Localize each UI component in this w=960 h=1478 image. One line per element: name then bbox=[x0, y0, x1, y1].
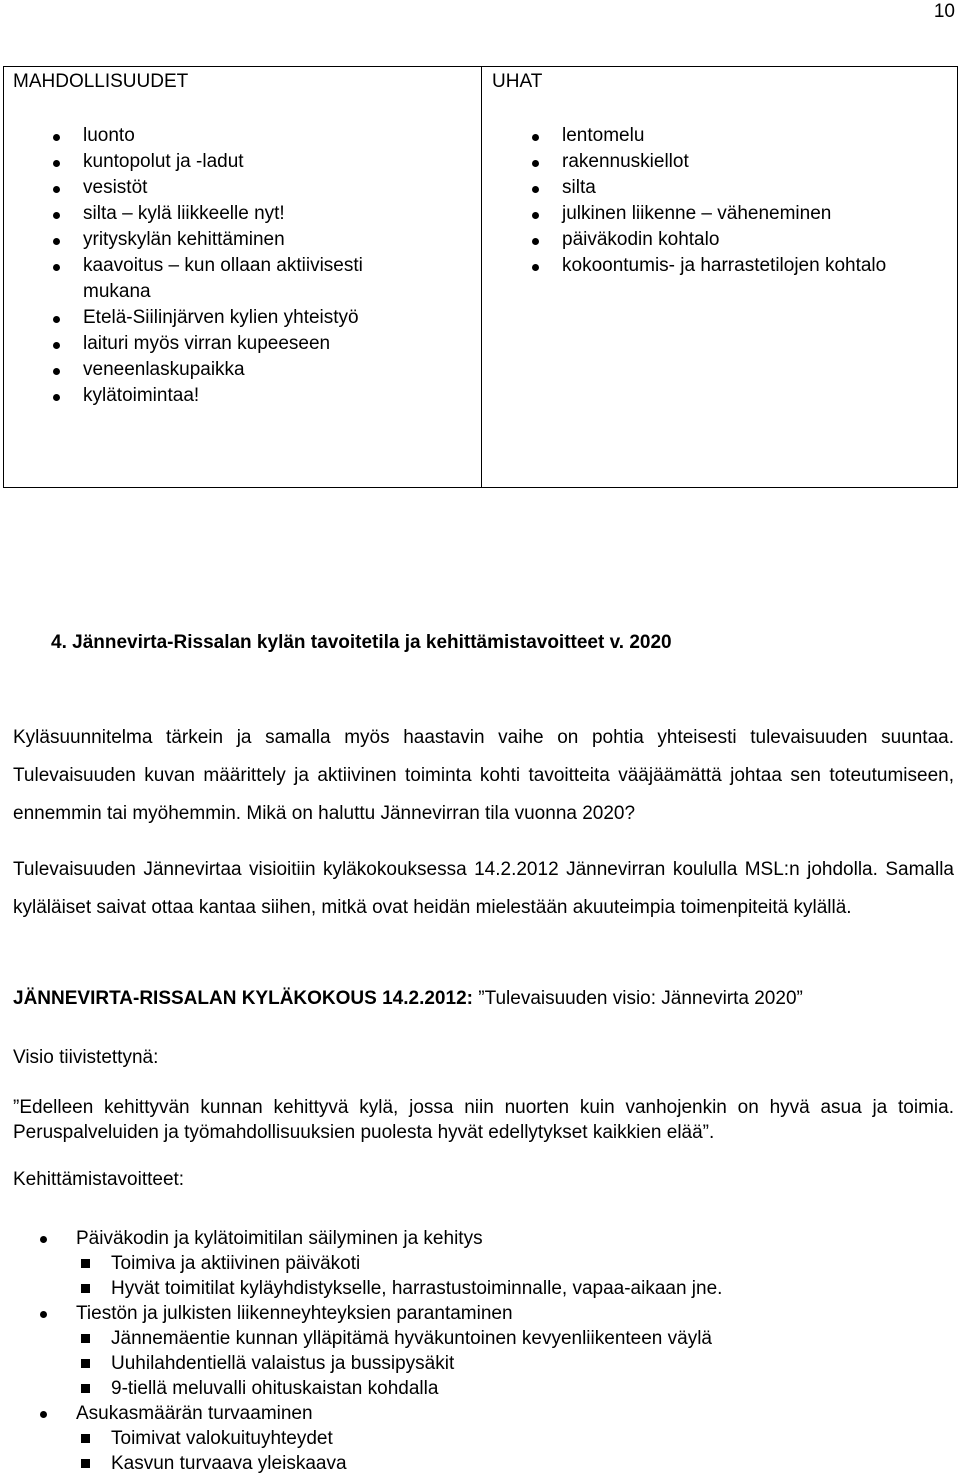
meeting-subtitle: ”Tulevaisuuden visio: Jännevirta 2020” bbox=[472, 988, 803, 1009]
list-item bbox=[4, 305, 474, 331]
bullet-icon bbox=[40, 1311, 47, 1318]
vision-text: ”Edelleen kehittyvän kunnan kehittyvä kylä, jossa niin nuorten kuin vanhojenkin on hyvä asua ja toimia. Peruspalveluiden ja työmahdollisuuksien puolesta hyvät edellytykset kaikkien elää”. bbox=[13, 1097, 954, 1143]
intro-paragraph: Kyläsuunnitelma tärkein ja samalla myös haastavin vaihe on pohtia yhteisesti tulevaisuuden suuntaa. Tulevaisuuden kuvan määrittely ja aktiivinen toiminta kohti tavoitteita vääjäämättä johtaa sen toteutumiseen, ennemmin tai myöhemmin. Mikä on haluttu Jännevirran tila vuonna 2020? bbox=[13, 727, 954, 824]
goal-title: Tiestön ja julkisten liikenneyhteyksien parantaminen bbox=[76, 1303, 513, 1324]
opportunities-heading: MAHDOLLISUUDET bbox=[13, 71, 189, 92]
list-item bbox=[4, 227, 474, 253]
list-item bbox=[4, 123, 474, 149]
list-item-text: Etelä-Siilinjärven kylien yhteistyö bbox=[83, 307, 359, 328]
goal-sublist bbox=[76, 1426, 940, 1476]
sub-item-text: Kasvun turvaava yleiskaava bbox=[111, 1453, 347, 1474]
list-item bbox=[4, 357, 474, 383]
list-item bbox=[482, 123, 952, 149]
list-item-text: laituri myös virran kupeeseen bbox=[83, 333, 331, 354]
list-item-text: yrityskylän kehittäminen bbox=[83, 229, 285, 250]
square-bullet-icon bbox=[81, 1384, 90, 1393]
list-item-text: kuntopolut ja -ladut bbox=[83, 151, 244, 172]
list-item bbox=[4, 201, 474, 227]
square-bullet-icon bbox=[81, 1434, 90, 1443]
list-item bbox=[482, 253, 952, 279]
goal-item bbox=[0, 1401, 940, 1476]
sub-item bbox=[76, 1326, 940, 1351]
sub-item bbox=[76, 1376, 940, 1401]
bullet-icon bbox=[53, 134, 60, 141]
goals-list bbox=[0, 1226, 940, 1476]
square-bullet-icon bbox=[81, 1359, 90, 1368]
goal-sublist bbox=[76, 1251, 940, 1301]
bullet-icon bbox=[532, 134, 539, 141]
bullet-icon bbox=[53, 212, 60, 219]
goal-item bbox=[0, 1301, 940, 1401]
sub-item-text: Jännemäentie kunnan ylläpitämä hyväkuntoinen kevyenliikenteen väylä bbox=[111, 1328, 712, 1349]
bullet-icon bbox=[40, 1411, 47, 1418]
sub-item bbox=[76, 1451, 940, 1476]
list-item bbox=[4, 331, 474, 357]
list-item bbox=[4, 175, 474, 201]
sub-item-text: Toimiva ja aktiivinen päiväkoti bbox=[111, 1253, 361, 1274]
sub-item bbox=[76, 1426, 940, 1451]
list-item-text: julkinen liikenne – väheneminen bbox=[562, 203, 832, 224]
meeting-title: JÄNNEVIRTA-RISSALAN KYLÄKOKOUS 14.2.2012: bbox=[13, 988, 473, 1009]
list-item-text: silta bbox=[562, 177, 596, 198]
list-item-text: kokoontumis- ja harrastetilojen kohtalo bbox=[562, 255, 887, 276]
bullet-icon bbox=[53, 160, 60, 167]
sub-item-text: 9-tiellä meluvalli ohituskaistan kohdalla bbox=[111, 1378, 439, 1399]
list-item bbox=[4, 383, 474, 409]
bullet-icon bbox=[53, 368, 60, 375]
bullet-icon bbox=[53, 316, 60, 323]
goals-label: Kehittämistavoitteet: bbox=[13, 1169, 185, 1190]
goal-item bbox=[0, 1226, 940, 1301]
square-bullet-icon bbox=[81, 1284, 90, 1293]
bullet-icon bbox=[532, 186, 539, 193]
sub-item-text: Uuhilahdentiellä valaistus ja bussipysäkit bbox=[111, 1353, 455, 1374]
page-number: 10 bbox=[933, 1, 955, 22]
bullet-icon bbox=[532, 264, 539, 271]
sub-item bbox=[76, 1251, 940, 1276]
bullet-icon bbox=[40, 1236, 47, 1243]
list-item-text: lentomelu bbox=[562, 125, 645, 146]
meeting-title-line bbox=[13, 986, 803, 1012]
sub-item bbox=[76, 1276, 940, 1301]
list-item-text: kylätoimintaa! bbox=[83, 385, 200, 406]
goal-title: Asukasmäärän turvaaminen bbox=[76, 1403, 313, 1424]
list-item bbox=[482, 201, 952, 227]
sub-item-text: Toimivat valokuituyhteydet bbox=[111, 1428, 333, 1449]
square-bullet-icon bbox=[81, 1459, 90, 1468]
threats-heading: UHAT bbox=[492, 71, 543, 92]
vision-label: Visio tiivistettynä: bbox=[13, 1047, 159, 1068]
meeting-paragraph: Tulevaisuuden Jännevirtaa visioitiin kyläkokouksessa 14.2.2012 Jännevirran koululla MSL:n johdolla. Samalla kyläläiset saivat ottaa kantaa siihen, mitkä ovat heidän mielestään akuuteimpia toimenpiteitä kylällä. bbox=[13, 859, 954, 918]
bullet-icon bbox=[53, 186, 60, 193]
list-item-text: silta – kylä liikkeelle nyt! bbox=[83, 203, 285, 224]
goal-title: Päiväkodin ja kylätoimitilan säilyminen ja kehitys bbox=[76, 1228, 483, 1249]
threats-list bbox=[482, 123, 952, 279]
bullet-icon bbox=[532, 160, 539, 167]
list-item-text: vesistöt bbox=[83, 177, 148, 198]
bullet-icon bbox=[532, 212, 539, 219]
list-item bbox=[4, 149, 474, 175]
list-item-text: päiväkodin kohtalo bbox=[562, 229, 720, 250]
sub-item bbox=[76, 1351, 940, 1376]
threats-cell bbox=[482, 67, 957, 487]
bullet-icon bbox=[532, 238, 539, 245]
bullet-icon bbox=[53, 238, 60, 245]
section-heading: 4. Jännevirta-Rissalan kylän tavoitetila ja kehittämistavoitteet v. 2020 bbox=[51, 632, 672, 653]
opportunities-list bbox=[4, 123, 474, 409]
list-item-text: kaavoitus – kun ollaan aktiivisesti mukana bbox=[83, 255, 363, 302]
bullet-icon bbox=[53, 264, 60, 271]
sub-item-text: Hyvät toimitilat kyläyhdistykselle, harrastustoiminnalle, vapaa-aikaan jne. bbox=[111, 1278, 723, 1299]
square-bullet-icon bbox=[81, 1334, 90, 1343]
swot-table bbox=[3, 66, 958, 488]
list-item bbox=[482, 175, 952, 201]
list-item bbox=[482, 227, 952, 253]
bullet-icon bbox=[53, 394, 60, 401]
list-item bbox=[4, 253, 474, 305]
list-item bbox=[482, 149, 952, 175]
goal-sublist bbox=[76, 1326, 940, 1401]
list-item-text: luonto bbox=[83, 125, 135, 146]
list-item-text: veneenlaskupaikka bbox=[83, 359, 245, 380]
bullet-icon bbox=[53, 342, 60, 349]
list-item-text: rakennuskiellot bbox=[562, 151, 689, 172]
opportunities-cell bbox=[4, 67, 482, 487]
square-bullet-icon bbox=[81, 1259, 90, 1268]
